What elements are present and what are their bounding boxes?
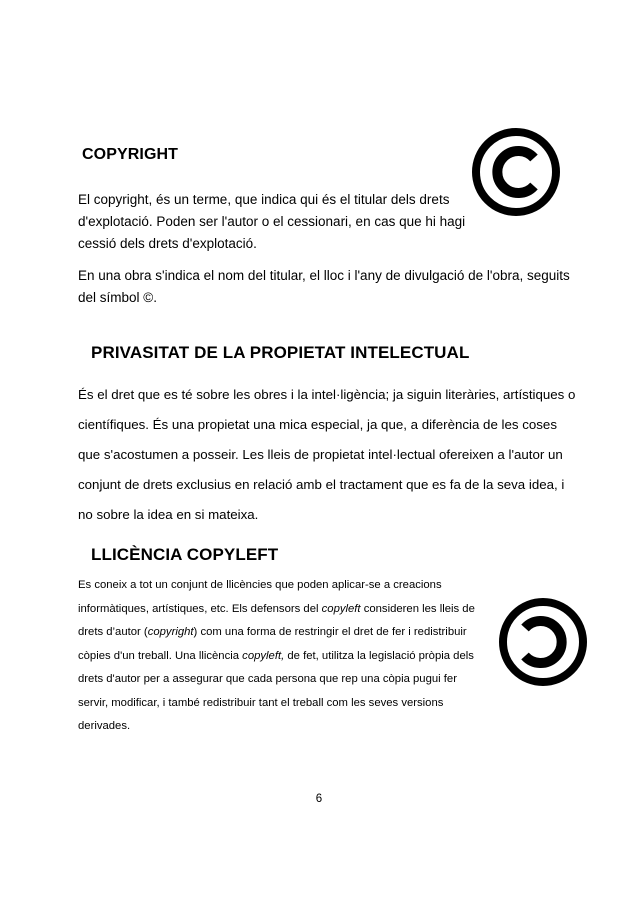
- copyright-paragraph-2: [78, 265, 570, 309]
- text-line: drets d'autor per a assegurar que cada persona que rep una còpia pugui fer: [78, 673, 457, 685]
- text-line: Es coneix a tot un conjunt de llicències que poden aplicar-se a creacions: [78, 579, 442, 591]
- text-line: científiques. És una propietat una mica especial, ja que, a diferència de les coses: [78, 417, 557, 432]
- text-line: no sobre la idea en si mateixa.: [78, 507, 259, 522]
- copyleft-paragraph: [78, 574, 475, 739]
- text-line: informàtiques, artístiques, etc. Els defensors del copyleft consideren les lleis de: [78, 602, 475, 615]
- text-line: És el dret que es té sobre les obres i la intel·ligència; ja siguin literàries, artístiques o: [78, 387, 576, 402]
- privacy-paragraph: [78, 380, 575, 530]
- copyright-heading: COPYRIGHT: [82, 146, 179, 163]
- copyright-paragraph-1: [78, 189, 465, 255]
- text-line: d'explotació. Poden ser l'autor o el cessionari, en cas que hi hagi: [78, 214, 466, 229]
- text-line: cessió dels drets d'explotació.: [78, 236, 257, 251]
- privacy-heading: PRIVASITAT DE LA PROPIETAT INTELECTUAL: [91, 343, 470, 362]
- copyleft-heading: LLICÈNCIA COPYLEFT: [91, 545, 279, 564]
- text-line: El copyright, és un terme, que indica qui és el titular dels drets: [78, 192, 450, 207]
- text-line: que s'acostumen a posseir. Les lleis de propietat intel·lectual ofereixen a l'autor un: [78, 447, 563, 462]
- text-line: conjunt de drets exclusius en relació amb el tractament que es fa de la seva idea, i: [78, 477, 565, 492]
- text-line: drets d’autor (copyright) com una forma de restringir el dret de fer i redistribuir: [78, 626, 467, 638]
- text-line: derivades.: [78, 720, 131, 732]
- copyright-symbol-icon: [470, 126, 562, 218]
- text-line: servir, modificar, i també redistribuir tant el treball com les seves versions: [78, 696, 444, 709]
- text-line: En una obra s'indica el nom del titular, el lloc i l'any de divulgació de l'obra, seguits: [78, 268, 570, 283]
- page-number: 6: [315, 793, 323, 805]
- text-line: del símbol ©.: [78, 290, 157, 305]
- text-line: còpies d'un treball. Una llicència copyleft, de fet, utilitza la legislació pròpia dels: [78, 649, 474, 662]
- copyleft-symbol-icon: [497, 596, 589, 688]
